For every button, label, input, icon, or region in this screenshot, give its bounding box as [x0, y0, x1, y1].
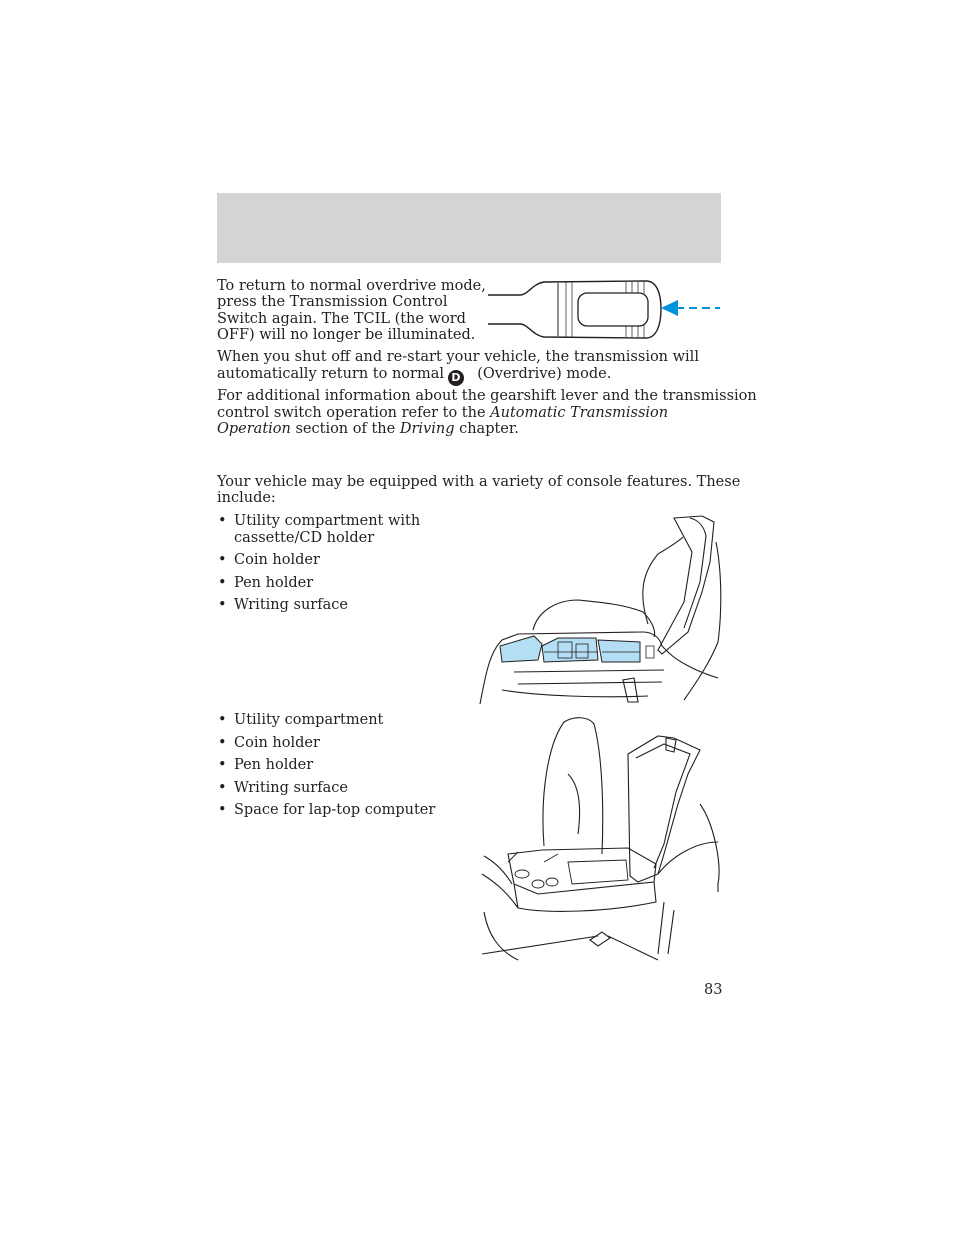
text-span: cassette/CD holder [234, 529, 375, 546]
text-line: For additional information about the gearshift lever and the transmission [217, 388, 757, 404]
text-span: control switch operation refer to the [217, 405, 486, 421]
gearshift-knob-illustration [486, 278, 726, 342]
text-line: Your vehicle may be equipped with a variety of console features. These [217, 474, 741, 490]
text-span: chapter. [459, 421, 519, 437]
console-features-list-1 [217, 513, 420, 614]
text-span: (Overdrive) mode. [477, 366, 612, 382]
overdrive-d-icon: D [448, 370, 464, 386]
italic-reference: Operation [217, 421, 291, 437]
text-span: automatically return to normal [217, 366, 444, 382]
text-span: section of the [295, 421, 396, 437]
list-item: • Writing surface [217, 780, 435, 797]
text-line [217, 366, 611, 386]
text-line: To return to normal overdrive mode, [217, 278, 486, 294]
list-item: • Space for lap-top computer [217, 802, 435, 819]
page-number: 83 [704, 982, 723, 998]
text-line [217, 405, 668, 422]
text-line: OFF) will no longer be illuminated. [217, 327, 476, 343]
list-item: • Writing surface [217, 597, 420, 614]
text-line: When you shut off and re-start your vehicle, the transmission will [217, 349, 699, 365]
italic-reference: Driving [399, 421, 455, 437]
list-item: • Pen holder [217, 575, 420, 592]
list-item: • Coin holder [217, 552, 420, 569]
text-line [217, 421, 519, 438]
list-item: • Pen holder [217, 757, 435, 774]
direction-arrow-icon [661, 300, 720, 316]
text-span: Utility compartment with [234, 513, 421, 529]
text-line: press the Transmission Control [217, 294, 448, 310]
console-illustration [478, 512, 724, 706]
text-line: include: [217, 490, 276, 506]
list-item: • Utility compartment [217, 712, 435, 729]
italic-reference: Automatic Transmission [490, 405, 669, 421]
section-header-band [217, 193, 721, 263]
list-item: • Coin holder [217, 735, 435, 752]
list-item [217, 513, 420, 546]
text-line: Switch again. The TCIL (the word [217, 311, 466, 327]
console-features-list-2 [217, 712, 435, 819]
open-console-illustration [478, 714, 724, 964]
